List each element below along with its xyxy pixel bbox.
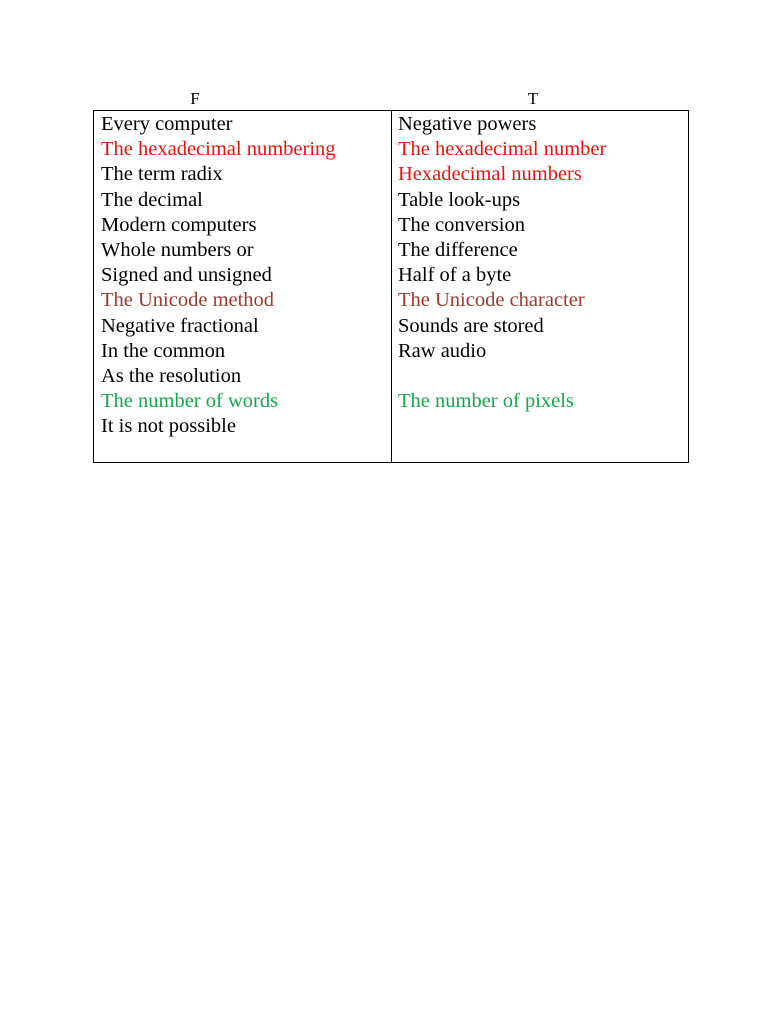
false-item: Negative fractional xyxy=(101,314,259,337)
true-item: Hexadecimal numbers xyxy=(398,163,582,186)
false-item: Modern computers xyxy=(101,213,257,236)
false-item: Every computer xyxy=(101,113,233,135)
false-item: The decimal xyxy=(101,188,203,211)
false-item: The hexadecimal numbering xyxy=(101,138,336,161)
false-item: It is not possible xyxy=(101,415,236,438)
true-item: Raw audio xyxy=(398,339,487,362)
false-item: As the resolution xyxy=(101,364,242,387)
false-column xyxy=(94,111,392,462)
true-item: The hexadecimal number xyxy=(398,138,607,161)
true-item: The difference xyxy=(398,238,518,261)
false-item: The Unicode method xyxy=(101,289,275,312)
false-item: Whole numbers or xyxy=(101,238,254,261)
true-item: Sounds are stored xyxy=(398,314,544,337)
true-false-table xyxy=(93,110,689,463)
column-header-true: T xyxy=(527,89,539,108)
false-item: In the common xyxy=(101,339,226,362)
false-item: Signed and unsigned xyxy=(101,264,272,287)
true-item: Negative powers xyxy=(398,113,537,135)
true-item: The conversion xyxy=(398,213,525,236)
true-item: The number of pixels xyxy=(398,390,574,413)
false-item: The term radix xyxy=(101,163,223,186)
true-item: Table look-ups xyxy=(398,188,521,211)
true-item: The Unicode character xyxy=(398,289,585,312)
column-header-false: F xyxy=(190,89,200,108)
true-item: Half of a byte xyxy=(398,264,512,287)
false-item: The number of words xyxy=(101,390,279,413)
true-column xyxy=(392,111,688,462)
true-item-blank xyxy=(398,364,688,389)
